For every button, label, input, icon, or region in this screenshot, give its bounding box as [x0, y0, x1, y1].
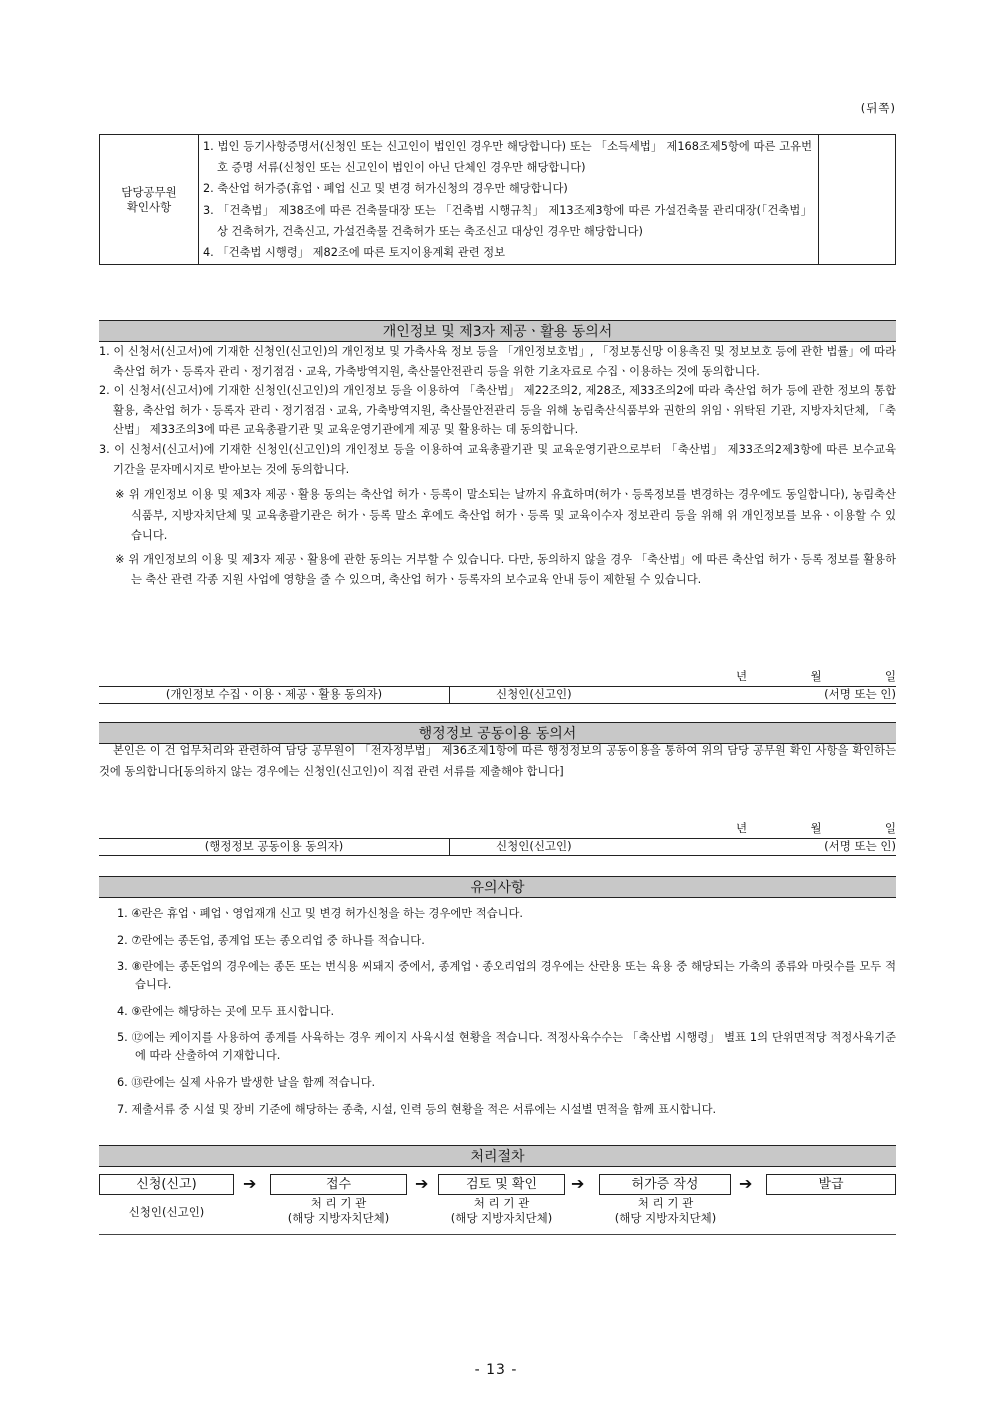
privacy-consent-body [99, 342, 896, 591]
privacy-signature-row [99, 686, 896, 704]
privacy-item: 2. 이 신청서(신고서)에 기재한 신청인(신고인)의 개인정보 등을 이용하여 「축산법」 제22조의2, 제28조, 제33조의2에 따라 축산업 허가 등에 관한 정보의 통합활용, 축산업 허가ㆍ등록자 관리ㆍ정기점검ㆍ교육, 가축방역지원, 축산물안전관리 등을 위해 농림축산식품부와 권한의 위임ㆍ위탁된 기관, 지방자치단체, 「축산법」 제33조의3에 따른 교육총괄기관 및 교육운영기관에게 제공 및 활용하는 데 동의합니다. [99, 384, 896, 437]
admin-signature-field[interactable]: (서명 또는 인) [824, 839, 896, 853]
note-item: 4. ⑨란에는 해당하는 곳에 모두 표시합니다. [117, 1004, 335, 1018]
privacy-note: ※ 위 개인정보 이용 및 제3자 제공ㆍ활용 동의는 축산업 허가ㆍ등록이 말소되는 날까지 유효하며(허가ㆍ등록정보를 변경하는 경우에도 동일합니다), 농림축산식품부, 지방자치단체 및 교육총괄기관은 허가ㆍ등록 말소 후에도 축산업 허가ㆍ등록 및 교육이수자 정보관리 등을 위해 위 개인정보를 보유ㆍ이용할 수 있습니다. [115, 488, 896, 543]
verification-list [199, 135, 819, 265]
note-item: 1. ④란은 휴업ㆍ폐업ㆍ영업재개 신고 및 변경 허가신청을 하는 경우에만 적습니다. [117, 907, 524, 920]
back-side-label: (뒤쪽) [860, 101, 896, 115]
admin-consent-title: 행정정보 공동이용 동의서 [99, 722, 896, 744]
privacy-date-line: 년 월 일 [736, 669, 896, 683]
verification-item: 4. 「건축법 시행령」 제82조에 따른 토지이용계획 관련 정보 [203, 246, 506, 260]
verification-item: 3. 「건축법」 제38조에 따른 건축물대장 또는 「건축법 시행규칙」 제13조제3항에 따른 가설건축물 관리대장(「건축법」 상 건축허가, 건축신고, 가설건축물 건축허가 또는 축조신고 대상인 경우만 해당합니다) [203, 203, 812, 238]
privacy-item: 3. 이 신청서(신고서)에 기재한 신청인(신고인)의 개인정보 등을 이용하여 교육총괄기관 및 교육운영기관으로부터 「축산법」 제33조의2제3항에 따른 보수교육 기간을 문자메시지로 받아보는 것에 동의합니다. [99, 442, 896, 476]
verification-item: 2. 축산업 허가증(휴업ㆍ폐업 신고 및 변경 허가신청의 경우만 해당합니다) [203, 182, 568, 196]
privacy-signature-field[interactable]: (서명 또는 인) [824, 687, 896, 701]
step-permit-actor: 처 리 기 관 (해당 지방자치단체) [614, 1196, 717, 1225]
privacy-note: ※ 위 개인정보의 이용 및 제3자 제공ㆍ활용에 관한 동의는 거부할 수 있습니다. 다만, 동의하지 않을 경우 「축산법」에 따른 축산업 허가ㆍ등록 정보를 활용하는 축산 관련 각종 지원 사업에 영향을 줄 수 있으며, 축산업 허가ㆍ등록자의 보수교육 안내 등이 제한될 수 있습니다. [115, 552, 896, 587]
notes-title: 유의사항 [99, 876, 896, 898]
step-permit-box: 허가증 작성 [599, 1174, 731, 1195]
arrow-icon: ➔ [571, 1174, 585, 1193]
note-item: 5. ⑫에는 케이지를 사용하여 종계를 사육하는 경우 케이지 사육시설 현황을 적습니다. 적정사육수수는 「축산법 시행령」 별표 1의 단위면적당 적정사육기준에 따라 산출하여 기재합니다. [117, 1031, 896, 1063]
note-item: 2. ⑦란에는 종돈업, 종계업 또는 종오리업 중 하나를 적습니다. [117, 933, 425, 947]
privacy-consent-title: 개인정보 및 제3자 제공ㆍ활용 동의서 [99, 320, 896, 342]
step-apply-box: 신청(신고) [99, 1174, 234, 1195]
process-flow [99, 1174, 896, 1196]
page-number: - 13 - [474, 1362, 518, 1378]
step-apply-actor: 신청인(신고인) [128, 1205, 205, 1219]
official-verification-table [99, 134, 896, 265]
notes-list [99, 905, 896, 1119]
arrow-icon: ➔ [415, 1174, 429, 1193]
admin-signature-row [99, 838, 896, 856]
verification-item: 1. 법인 등기사항증명서(신청인 또는 신고인이 법인인 경우만 해당합니다) 또는 「소득세법」 제168조제5항에 따른 고유번호 증명 서류(신청인 또는 신고인이 법인이 아닌 단체인 경우만 해당합니다) [203, 140, 812, 175]
step-review-box: 검토 및 확인 [438, 1174, 565, 1195]
step-receipt-box: 접수 [270, 1174, 407, 1195]
admin-date-line: 년 월 일 [736, 821, 896, 835]
arrow-icon: ➔ [739, 1174, 753, 1193]
step-receipt-actor: 처 리 기 관 (해당 지방자치단체) [287, 1196, 390, 1225]
bottom-divider [99, 1234, 896, 1235]
admin-consent-text: 본인은 이 건 업무처리와 관련하여 담당 공무원이 「전자정부법」 제36조제1항에 따른 행정정보의 공동이용을 통하여 위의 담당 공무원 확인 사항을 확인하는 것에 동의합니다[동의하지 않는 경우에는 신청인(신고인)이 직접 관련 서류를 제출해야 합니다] [99, 744, 896, 778]
admin-applicant-label: 신청인(신고인) [496, 839, 572, 853]
process-title: 처리절차 [99, 1145, 896, 1167]
note-item: 7. 제출서류 중 시설 및 장비 기준에 해당하는 종축, 시설, 인력 등의 현황을 적은 서류에는 시설별 면적을 함께 표시합니다. [117, 1102, 717, 1116]
arrow-icon: ➔ [243, 1174, 257, 1193]
privacy-item: 1. 이 신청서(신고서)에 기재한 신청인(신고인)의 개인정보 및 가축사육 정보 등을 「개인정보호법」, 「정보통신망 이용촉진 및 정보보호 등에 관한 법률」에 따라 축산업 허가ㆍ등록자 관리ㆍ정기점검ㆍ교육, 가축방역지원, 축산물안전관리 등을 위한 기초자료로 수집ㆍ이용하는 것에 동의합니다. [99, 345, 896, 378]
note-item: 6. ⑬란에는 실제 사유가 발생한 날을 함께 적습니다. [117, 1075, 376, 1089]
step-review-actor: 처 리 기 관 (해당 지방자치단체) [450, 1196, 553, 1225]
verification-label: 담당공무원 확인사항 [100, 135, 199, 265]
verification-blank-cell [819, 135, 896, 265]
step-issue-box: 발급 [766, 1174, 896, 1195]
privacy-consenter-label: (개인정보 수집ㆍ이용ㆍ제공ㆍ활용 동의자) [99, 687, 450, 703]
privacy-applicant-label: 신청인(신고인) [496, 687, 572, 701]
admin-consenter-label: (행정정보 공동이용 동의자) [99, 839, 450, 855]
note-item: 3. ⑧란에는 종돈업의 경우에는 종돈 또는 번식용 씨돼지 중에서, 종계업ㆍ종오리업의 경우에는 산란용 또는 육용 중 해당되는 가축의 종류와 마릿수를 모두 적습니다. [117, 960, 896, 992]
